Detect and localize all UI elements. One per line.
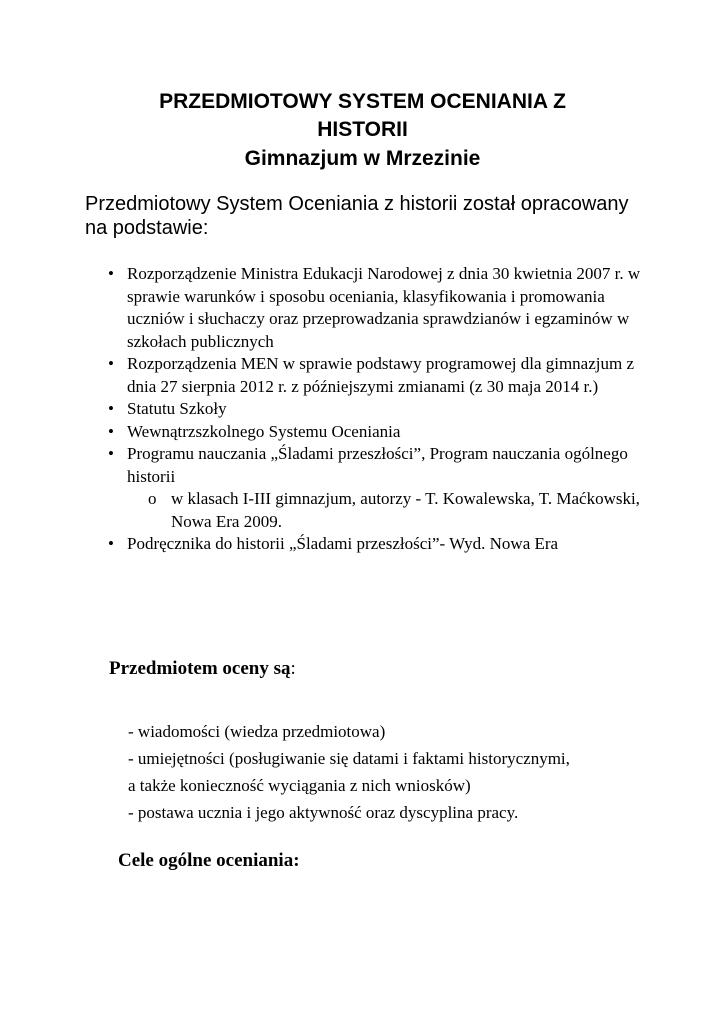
intro-paragraph: Przedmiotowy System Oceniania z historii został opracowany na podstawie:: [85, 193, 629, 239]
assessment-heading-text: Przedmiotem oceny są: [109, 658, 291, 679]
basis-item: • Statutu Szkoły: [0, 398, 725, 421]
basis-item: • Wewnątrzszkolnego Systemu Oceniania: [0, 421, 725, 444]
basis-item: • Rozporządzenia MEN w sprawie podstawy programowej dla gimnazjum z dnia 27 sierpnia 2012 r. z późniejszymi zmianami (z 30 maja 2014 r.): [0, 353, 725, 398]
basis-list: [0, 263, 725, 556]
assessment-item: - umiejętności (posługiwanie się datami i faktami historycznymi,: [128, 749, 570, 768]
basis-item: • Podręcznika do historii „Śladami przeszłości”- Wyd. Nowa Era: [0, 533, 725, 556]
assessment-item: - postawa ucznia i jego aktywność oraz dyscyplina pracy.: [128, 803, 519, 822]
assessment-item: - wiadomości (wiedza przedmiotowa): [128, 722, 386, 741]
document-title-line2: HISTORII: [317, 118, 408, 141]
assessment-heading: [109, 658, 296, 680]
basis-subitem: o w klasach I-III gimnazjum, autorzy - T. Kowalewska, T. Maćkowski, Nowa Era 2009.: [126, 488, 655, 533]
school-name: Gimnazjum w Mrzezinie: [244, 147, 481, 170]
assessment-list: [128, 718, 688, 826]
basis-item-text: Programu nauczania „Śladami przeszłości”, Program nauczania ogólnego historii: [127, 444, 628, 486]
assessment-heading-colon: :: [290, 658, 296, 679]
basis-item: • Rozporządzenie Ministra Edukacji Narodowej z dnia 30 kwietnia 2007 r. w sprawie warunków i sposobu oceniania, klasyfikowania i promowania uczniów i słuchaczy oraz przeprowadzania sprawdzianów i egzaminów w szkołach publicznych: [0, 263, 725, 353]
basis-sublist: [127, 488, 655, 533]
assessment-item: a także konieczność wyciągania z nich wniosków): [128, 776, 471, 795]
basis-item-program: [0, 443, 725, 533]
document-title-line1: PRZEDMIOTOWY SYSTEM OCENIANIA Z: [159, 90, 566, 113]
goals-heading: Cele ogólne oceniania:: [118, 850, 300, 871]
